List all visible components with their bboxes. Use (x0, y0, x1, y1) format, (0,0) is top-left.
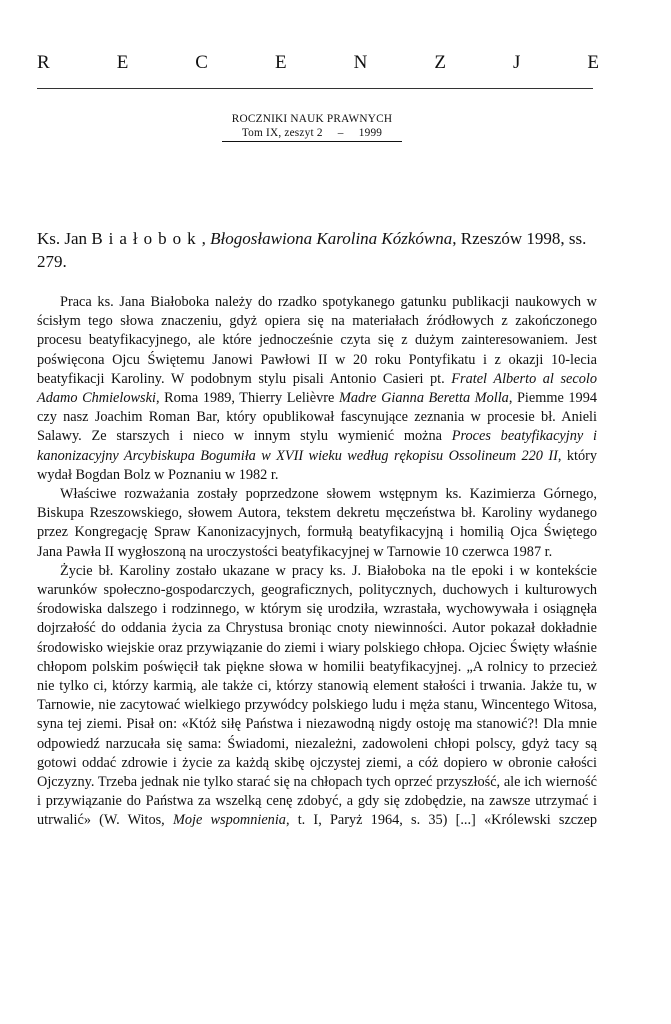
header-letter: E (587, 52, 599, 73)
p1-text-2: , Roma 1989, Thierry Lelièvre (155, 390, 339, 407)
section-header-recenzje (37, 52, 599, 74)
p1-text-1: Praca ks. Jana Białoboka należy do rzadko spotykanego gatunku publikacji naukowych w ścisłym tego słowa znaczeniu, gdyż opiera się na materiałach źródłowych z zakończonego procesu beatyfikacyjnego, ale które jednocześnie czyta się z dużym zainteresowaniem. Jest poświęcona Ojcu Świętemu Janowi Pawłowi II w 20 roku Pontyfikatu i z okazji 10-lecia beatyfikacji Karoliny. W podobnym stylu pisali Antonio Casieri pt. (37, 294, 597, 387)
journal-info (222, 112, 402, 142)
p3-text-2: , t. I, Paryż 1964, s. 35) [...] «Królewski szczep (285, 812, 597, 829)
header-divider (37, 88, 593, 89)
citation-separator: , (201, 229, 211, 248)
citation-prefix: Ks. Jan (37, 229, 92, 248)
citation-author: Białobok (91, 229, 202, 248)
p1-italic-1: Fratel Alberto al secolo Adamo Chmielowski (37, 370, 598, 407)
p1-text-3: , Piemme 1994 czy nasz Joachim Roman Bar, który opublikował fascynujące zeznania w procesie bł. Anieli Salawy. Ze starszych i nieco w innym stylu wymienić można (37, 390, 597, 445)
review-citation (37, 227, 597, 273)
header-letter: C (195, 52, 208, 73)
p3-italic-1: Moje wspomnienia (172, 812, 286, 829)
citation-title: Błogosławiona Karolina Kózkówna (210, 229, 453, 248)
header-letter: Z (434, 52, 446, 73)
p1-italic-2: Madre Gianna Beretta Molla (338, 390, 509, 407)
header-letter: N (353, 52, 368, 73)
header-letter: E (274, 52, 287, 73)
journal-name: ROCZNIKI NAUK PRAWNYCH (231, 113, 393, 125)
header-letter: J (512, 52, 521, 73)
paragraph-2: Właściwe rozważania zostały poprzedzone słowem wstępnym ks. Kazimierza Górnego, Biskupa Rzeszowskiego, słowem Autora, tekstem dekretu męczeństwa bł. Karoliny wydanego przez Kongregację Spraw Kanonizacyjnych, formułą beatyfikacyjną i homilią Ojca Świętego Jana Pawła II wygłoszoną na uroczystości beatyfikacyjnej w Tarnowie 10 czerwca 1987 r. (37, 486, 597, 560)
header-letter: E (116, 52, 129, 73)
p3-text-1: Życie bł. Karoliny zostało ukazane w pracy ks. J. Białoboka na tle epoki i w kontekście warunków społeczno-gospodarczych, geograficznych, politycznych, duchowych i kulturowych środowiska dalszego i rodzinnego, w którym się urodziła, wzrastała, wychowywała i osiągnęła dojrzałość do oddania życia za Chrystusa broniąc cnoty niewinności. Autor pokazał dokładnie środowisko wiejskie oraz przywiązanie do ziemi i wiary polskiego chłopa. Ojciec Święty właśnie chłopom polskim poświęcił tak piękne słowa w homilii beatyfikacyjnej. „A rolnicy to przecież nie tylko ci, którzy karmią, ale także ci, którzy stanowią element stałości i trwania. Jakże tu, w Tarnowie, nie zacytować wielkiego przywódcy polskiego ludu i męża stanu, Wincentego Witosa, syna tej ziemi. Pisał on: «Któż siłę Państwa i niezawodną nigdy ostoję ma stanowić?! Dla mnie odpowiedź narzucała się sama: Świadomi, niezależni, zadowoleni chłopi polscy, gdyż tacy są gotowi oddać zdrowie i życie za każdą skibę ojczystej ziemi, a cóż dopiero w obronie całości Ojczyzny. Trzeba jednak nie tylko starać się na chłopach tych oprzeć przyszłość, ale ich wierność i przywiązanie do Państwa za wszelką cenę zdobyć, a gdy się zdobędzie, na zawsze utrzymać i utrwalić» (W. Witos, (37, 562, 597, 829)
p1-text-4: , który wydał Bogdan Bolz w Poznaniu w 1982 r. (37, 447, 598, 483)
paragraph-1 (37, 293, 597, 485)
p1-italic-3: Proces beatyfikacyjny i kanonizacyjny Arcybiskupa Bogumiła w XVII wieku według rękopisu Ossolineum 220 II (37, 428, 597, 464)
paragraph-3 (37, 562, 597, 831)
header-letter: R (37, 52, 50, 73)
review-body (37, 293, 597, 831)
journal-volume: Tom IX, zeszyt 2 – 1999 (222, 126, 402, 142)
citation-details: , Rzeszów 1998, ss. 279. (37, 229, 587, 271)
